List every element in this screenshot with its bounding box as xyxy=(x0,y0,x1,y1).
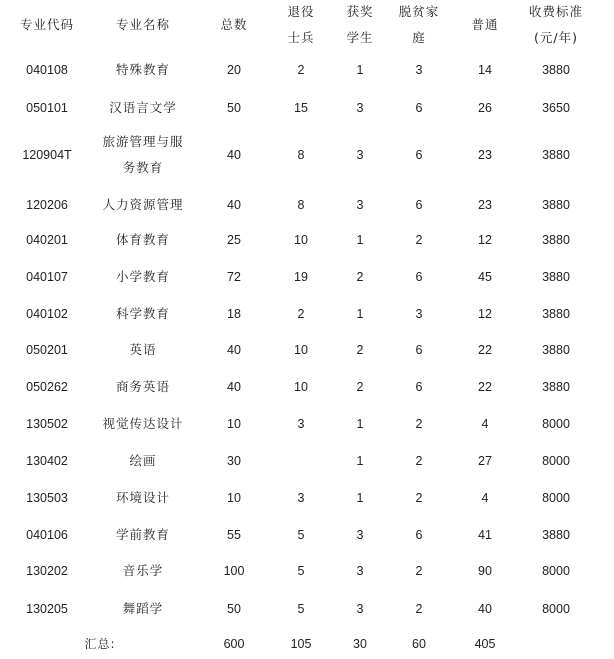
cell-poverty: 6 xyxy=(415,270,423,284)
table-row xyxy=(0,332,614,368)
cell-regular: 4 xyxy=(481,417,489,431)
cell-total: 40 xyxy=(227,343,241,357)
cell-name xyxy=(88,90,198,126)
cell-poverty: 6 xyxy=(415,101,423,115)
cell-name xyxy=(88,443,198,479)
cell-veteran: 5 xyxy=(297,528,305,542)
cell-name-line: 人力资源管理 xyxy=(102,197,184,212)
cell-poverty: 6 xyxy=(415,380,423,394)
cell-total: 55 xyxy=(227,528,241,542)
cell-fee: 8000 xyxy=(542,417,570,431)
header-veteran-line: 士兵 xyxy=(287,30,315,45)
header-poverty-line: 脱贫家 xyxy=(398,4,440,19)
cell-name xyxy=(88,480,198,516)
cell-name xyxy=(88,553,198,589)
cell-regular: 12 xyxy=(478,307,492,321)
header-fee-line: (元/年) xyxy=(534,30,578,45)
cell-poverty: 2 xyxy=(415,602,423,616)
cell-regular: 4 xyxy=(481,491,489,505)
cell-regular: 45 xyxy=(478,270,492,284)
cell-name-line: 务教育 xyxy=(122,160,164,175)
cell-name-line: 视觉传达设计 xyxy=(102,416,184,431)
cell-name-line: 小学教育 xyxy=(115,269,170,284)
cell-total: 10 xyxy=(227,491,241,505)
table-row xyxy=(0,443,614,479)
cell-code: 040107 xyxy=(26,270,68,284)
cell-poverty: 2 xyxy=(415,233,423,247)
header-poverty-line: 庭 xyxy=(412,30,426,45)
summary-award: 30 xyxy=(353,637,367,651)
cell-veteran: 2 xyxy=(297,63,305,77)
cell-code: 040201 xyxy=(26,233,68,247)
cell-name xyxy=(88,369,198,405)
cell-award: 1 xyxy=(356,454,364,468)
cell-name-line: 旅游管理与服 xyxy=(102,134,184,149)
cell-award: 3 xyxy=(356,198,364,212)
cell-total: 50 xyxy=(227,602,241,616)
cell-total: 30 xyxy=(227,454,241,468)
cell-name xyxy=(88,332,198,368)
cell-regular: 23 xyxy=(478,198,492,212)
cell-poverty: 6 xyxy=(415,528,423,542)
cell-award: 2 xyxy=(356,270,364,284)
table-row xyxy=(0,187,614,223)
cell-name-line: 学前教育 xyxy=(115,527,170,542)
cell-award: 3 xyxy=(356,528,364,542)
cell-award: 1 xyxy=(356,233,364,247)
table-row xyxy=(0,222,614,258)
cell-fee: 8000 xyxy=(542,564,570,578)
cell-award: 1 xyxy=(356,491,364,505)
cell-award: 1 xyxy=(356,63,364,77)
cell-award: 2 xyxy=(356,343,364,357)
cell-name xyxy=(88,406,198,442)
cell-total: 40 xyxy=(227,198,241,212)
cell-veteran: 10 xyxy=(294,233,308,247)
cell-fee: 8000 xyxy=(542,602,570,616)
cell-veteran: 8 xyxy=(297,198,305,212)
header-regular: 普通 xyxy=(471,17,499,32)
cell-veteran: 10 xyxy=(294,343,308,357)
cell-fee: 3880 xyxy=(542,198,570,212)
header-veteran xyxy=(273,0,329,50)
cell-name-line: 绘画 xyxy=(129,453,157,468)
summary-regular: 405 xyxy=(474,637,496,651)
header-veteran-line: 退役 xyxy=(287,4,315,19)
cell-veteran: 5 xyxy=(297,602,305,616)
cell-veteran: 19 xyxy=(294,270,308,284)
table-row xyxy=(0,52,614,88)
header-award-line: 学生 xyxy=(346,30,374,45)
cell-regular: 22 xyxy=(478,380,492,394)
cell-regular: 23 xyxy=(478,148,492,162)
cell-total: 40 xyxy=(227,148,241,162)
summary-total: 600 xyxy=(223,637,245,651)
cell-regular: 14 xyxy=(478,63,492,77)
cell-total: 100 xyxy=(223,564,245,578)
cell-code: 130402 xyxy=(26,454,68,468)
table-row xyxy=(0,553,614,589)
summary-row xyxy=(0,630,614,658)
cell-name xyxy=(88,222,198,258)
cell-total: 40 xyxy=(227,380,241,394)
cell-poverty: 3 xyxy=(415,63,423,77)
header-award xyxy=(332,0,388,50)
cell-regular: 40 xyxy=(478,602,492,616)
table-row xyxy=(0,90,614,126)
cell-fee: 8000 xyxy=(542,454,570,468)
cell-fee: 3880 xyxy=(542,343,570,357)
cell-regular: 27 xyxy=(478,454,492,468)
header-award-line: 获奖 xyxy=(346,4,374,19)
header-poverty xyxy=(389,0,449,50)
cell-poverty: 2 xyxy=(415,564,423,578)
cell-regular: 22 xyxy=(478,343,492,357)
cell-fee: 3880 xyxy=(542,148,570,162)
cell-veteran: 5 xyxy=(297,564,305,578)
cell-total: 10 xyxy=(227,417,241,431)
cell-award: 3 xyxy=(356,148,364,162)
table-row xyxy=(0,259,614,295)
cell-name-line: 商务英语 xyxy=(115,379,170,394)
cell-fee: 8000 xyxy=(542,491,570,505)
cell-award: 3 xyxy=(356,101,364,115)
cell-poverty: 2 xyxy=(415,454,423,468)
cell-fee: 3880 xyxy=(542,233,570,247)
summary-poverty: 60 xyxy=(412,637,426,651)
table-row xyxy=(0,126,614,184)
cell-poverty: 2 xyxy=(415,417,423,431)
table-row xyxy=(0,591,614,627)
cell-name xyxy=(88,591,198,627)
cell-name xyxy=(88,517,198,553)
cell-total: 18 xyxy=(227,307,241,321)
cell-fee: 3880 xyxy=(542,528,570,542)
cell-code: 120904T xyxy=(22,148,72,162)
cell-name-line: 汉语言文学 xyxy=(109,100,177,115)
cell-veteran: 3 xyxy=(297,491,305,505)
cell-name xyxy=(88,259,198,295)
summary-label: 汇总: xyxy=(84,637,116,651)
cell-name xyxy=(88,296,198,332)
header-fee xyxy=(516,0,596,50)
cell-name-line: 体育教育 xyxy=(115,232,170,247)
table-row xyxy=(0,369,614,405)
cell-veteran: 15 xyxy=(294,101,308,115)
cell-total: 25 xyxy=(227,233,241,247)
cell-name xyxy=(88,52,198,88)
cell-poverty: 3 xyxy=(415,307,423,321)
cell-code: 120206 xyxy=(26,198,68,212)
cell-poverty: 6 xyxy=(415,148,423,162)
cell-veteran: 10 xyxy=(294,380,308,394)
cell-name-line: 环境设计 xyxy=(115,490,170,505)
cell-fee: 3880 xyxy=(542,380,570,394)
cell-veteran: 3 xyxy=(297,417,305,431)
cell-code: 040106 xyxy=(26,528,68,542)
cell-code: 130205 xyxy=(26,602,68,616)
cell-code: 130502 xyxy=(26,417,68,431)
cell-name xyxy=(88,126,198,184)
cell-veteran xyxy=(273,443,329,479)
cell-fee: 3880 xyxy=(542,63,570,77)
cell-poverty: 6 xyxy=(415,343,423,357)
cell-code: 130202 xyxy=(26,564,68,578)
cell-fee: 3880 xyxy=(542,307,570,321)
table-row xyxy=(0,296,614,332)
summary-veteran: 105 xyxy=(290,637,312,651)
cell-fee: 3880 xyxy=(542,270,570,284)
cell-code: 050101 xyxy=(26,101,68,115)
cell-regular: 41 xyxy=(478,528,492,542)
cell-regular: 90 xyxy=(478,564,492,578)
cell-award: 3 xyxy=(356,602,364,616)
table-row xyxy=(0,480,614,516)
cell-code: 050262 xyxy=(26,380,68,394)
cell-code: 040108 xyxy=(26,63,68,77)
cell-award: 1 xyxy=(356,417,364,431)
cell-award: 1 xyxy=(356,307,364,321)
table-row xyxy=(0,406,614,442)
cell-veteran: 2 xyxy=(297,307,305,321)
cell-code: 130503 xyxy=(26,491,68,505)
cell-name-line: 特殊教育 xyxy=(115,62,170,77)
cell-poverty: 2 xyxy=(415,491,423,505)
cell-total: 72 xyxy=(227,270,241,284)
table-row xyxy=(0,517,614,553)
cell-code: 040102 xyxy=(26,307,68,321)
header-code: 专业代码 xyxy=(19,17,74,32)
cell-name xyxy=(88,187,198,223)
cell-total: 20 xyxy=(227,63,241,77)
header-fee-line: 收费标准 xyxy=(528,4,583,19)
cell-name-line: 科学教育 xyxy=(115,306,170,321)
cell-award: 3 xyxy=(356,564,364,578)
cell-total: 50 xyxy=(227,101,241,115)
cell-name-line: 音乐学 xyxy=(122,563,164,578)
cell-regular: 26 xyxy=(478,101,492,115)
cell-regular: 12 xyxy=(478,233,492,247)
header-name: 专业名称 xyxy=(115,17,170,32)
table-header xyxy=(0,0,614,50)
cell-name-line: 舞蹈学 xyxy=(122,601,164,616)
cell-poverty: 6 xyxy=(415,198,423,212)
cell-name-line: 英语 xyxy=(129,342,157,357)
cell-veteran: 8 xyxy=(297,148,305,162)
header-total: 总数 xyxy=(220,17,248,32)
cell-fee: 3650 xyxy=(542,101,570,115)
cell-award: 2 xyxy=(356,380,364,394)
cell-code: 050201 xyxy=(26,343,68,357)
